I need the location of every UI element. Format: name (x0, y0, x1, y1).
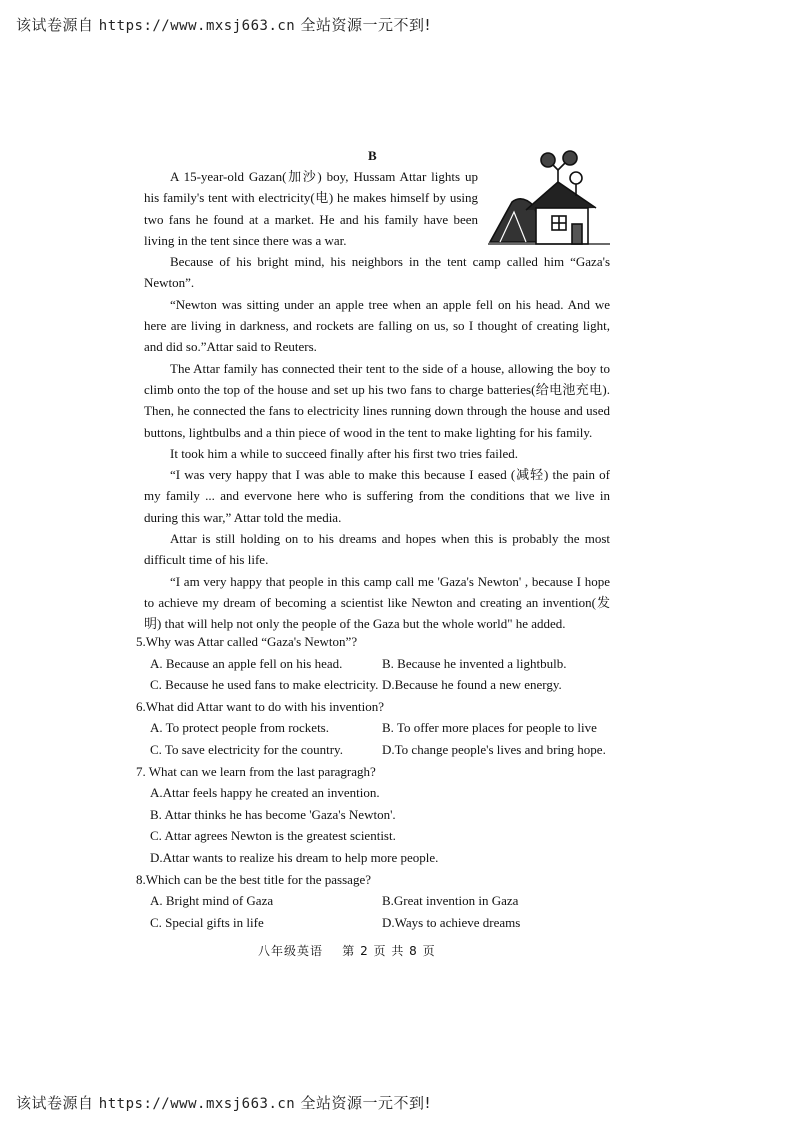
question-stem: 6.What did Attar want to do with his invention? (136, 698, 385, 714)
passage (144, 166, 610, 635)
option-c[interactable]: C. Special gifts in life (150, 914, 264, 930)
paragraph: Attar is still holding on to his dreams and hopes when this is probably the most difficult time of his life. (144, 531, 610, 568)
section-letter: B (368, 148, 377, 163)
option-a[interactable]: A. Because an apple fell on his head. (150, 655, 343, 671)
watermark-url[interactable]: https://www.mxsj663.cn (98, 18, 296, 34)
option-b[interactable]: B.Great invention in Gaza (382, 893, 519, 909)
option-a[interactable]: A. To protect people from rockets. (150, 720, 329, 736)
option-c[interactable]: C. Attar agrees Newton is the greatest scientist. (150, 828, 396, 844)
question-list (136, 631, 616, 933)
option-a[interactable]: A. Bright mind of Gaza (150, 893, 274, 909)
page-footer: 八年级英语 第 2 页 共 8 页 (258, 944, 436, 958)
option-c[interactable]: C. Because he used fans to make electricity. (150, 677, 379, 693)
watermark-prefix: 该试卷源自 (16, 16, 94, 34)
question-stem: 8.Which can be the best title for the passage? (136, 871, 371, 887)
question-7 (136, 761, 616, 869)
question-8 (136, 869, 616, 934)
question-6 (136, 696, 616, 761)
option-list (136, 717, 616, 760)
paragraph: “I was very happy that I was able to make this because I eased (减轻) the pain of my family ... and evervone here who is suffering from the conditions that we live in during this war,” Attar told the media. (144, 467, 610, 525)
question-stem: 5.Why was Attar called “Gaza's Newton”? (136, 634, 358, 649)
paragraph: Because of his bright mind, his neighbors in the tent camp called him “Gaza's Newton”. (144, 254, 610, 291)
paragraph: It took him a while to succeed finally after his first two tries failed. (170, 445, 519, 461)
question-5 (136, 631, 616, 696)
watermark-suffix: 全站资源一元不到! (300, 1094, 432, 1112)
option-d[interactable]: D.Attar wants to realize his dream to help more people. (150, 849, 439, 865)
paragraph: The Attar family has connected their tent to the side of a house, allowing the boy to climb onto the top of the house and set up his two fans to charge batteries(给电池充电). Then, he connected the fans to electricity lines running down through the house and used buttons, lightbulbs and a thin piece of wood in the tent to make lighting for his family. (144, 360, 610, 440)
option-c[interactable]: C. To save electricity for the country. (150, 741, 343, 757)
watermark-suffix: 全站资源一元不到! (300, 16, 432, 34)
option-b[interactable]: B. Because he invented a lightbulb. (382, 655, 567, 671)
watermark-url[interactable]: https://www.mxsj663.cn (98, 1096, 296, 1112)
watermark-bottom (16, 1092, 431, 1113)
option-d[interactable]: D.Ways to achieve dreams (382, 914, 521, 930)
question-stem: 7. What can we learn from the last paragragh? (136, 763, 376, 779)
option-a[interactable]: A.Attar feels happy he created an invention. (150, 785, 380, 801)
paragraph: “Newton was sitting under an apple tree when an apple fell on his head. And we here are living in darkness, and rockets are falling on us, so I thought of creating light, and did so.”Attar said to Reuters. (144, 296, 610, 355)
paragraph: A 15-year-old Gazan(加沙) boy, Hussam Attar lights up his family's tent with electricity(电) he makes himself by using two fans he found at a market. He and his family have been living in the tent since there was a war. (144, 169, 478, 248)
option-list (136, 782, 616, 868)
watermark-top (16, 14, 431, 35)
option-list (136, 890, 616, 933)
watermark-prefix: 该试卷源自 (16, 1094, 94, 1112)
paragraph: “I am very happy that people in this camp call me 'Gaza's Newton' , because I hope to achieve my dream of becoming a scientist like Newton and creating an invention(发明) that will help not only the people of the Gaza but the whole world" he added. (144, 573, 610, 632)
option-d[interactable]: D.Because he found a new energy. (382, 677, 562, 693)
option-d[interactable]: D.To change people's lives and bring hope. (382, 741, 606, 757)
option-list (136, 653, 616, 696)
option-b[interactable]: B. To offer more places for people to live (382, 720, 597, 736)
option-b[interactable]: B. Attar thinks he has become 'Gaza's Newton'. (150, 806, 396, 822)
